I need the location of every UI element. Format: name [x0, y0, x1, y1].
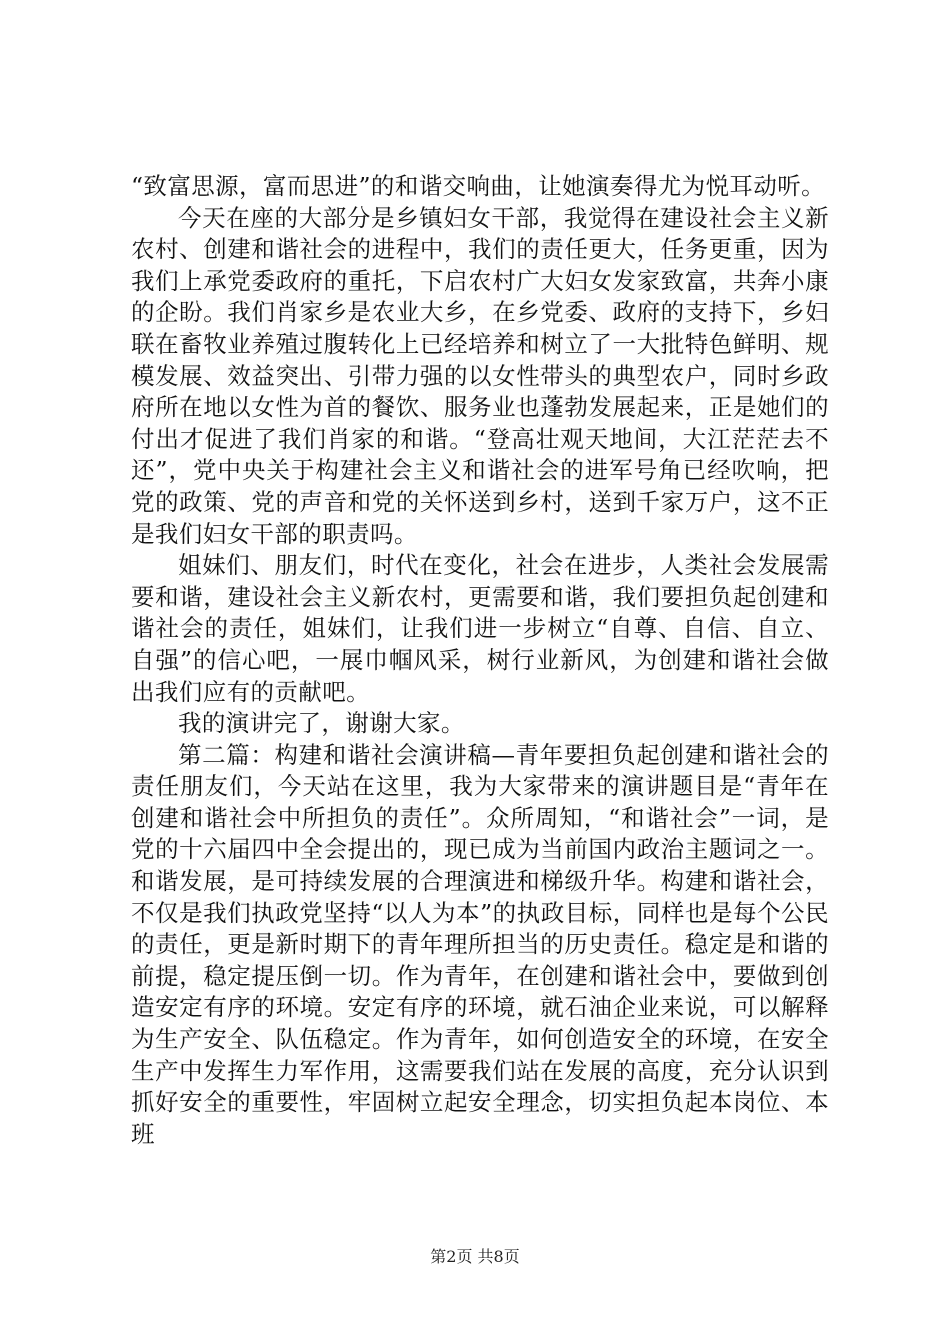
paragraph-4: 我的演讲完了，谢谢大家。 — [178, 709, 465, 738]
paragraph-5: 第二篇：构建和谐社会演讲稿—青年要担负起创建和谐社会的责任朋友们，今天站在这里，我为大家带来的演讲题目是“青年在创建和谐社会中所担负的责任”。众所周知，“和谐社会”一词，是党的十六届四中全会提出的，现已成为当前国内政治主题词之一。和谐发展，是可持续发展的合理演进和梯级升华。构建和谐社会，不仅是我们执政党坚持“以人为本”的执政目标，同样也是每个公民的责任，更是新时期下的青年理所担当的历史责任。稳定是和谐的前提，稳定提压倒一切。作为青年，在创建和谐社会中，要做到创造安定有序的环境。安定有序的环境，就石油企业来说，可以解释为生产安全、队伍稳定。作为青年，如何创造安全的环境，在安全生产中发挥生力军作用，这需要我们站在发展的高度，充分认识到抓好安全的重要性，牢固树立起安全理念，切实担负起本岗位、本班 — [131, 740, 829, 1148]
document-body — [131, 171, 829, 1150]
paragraph-1: “致富思源，富而思进”的和谐交响曲，让她演奏得尤为悦耳动听。 — [131, 172, 826, 200]
paragraph-3: 姐妹们、朋友们，时代在变化，社会在进步，人类社会发展需要和谐，建设社会主义新农村，更需要和谐，我们要担负起创建和谐社会的责任，姐妹们，让我们进一步树立“自尊、自信、自立、自强”的信心吧，一展巾帼风采，树行业新风，为创建和谐社会做出我们应有的贡献吧。 — [131, 551, 829, 706]
paragraph-2: 今天在座的大部分是乡镇妇女干部，我觉得在建设社会主义新农村、创建和谐社会的进程中，我们的责任更大，任务更重，因为我们上承党委政府的重托，下启农村广大妇女发家致富，共奔小康的企盼。我们肖家乡是农业大乡，在乡党委、政府的支持下，乡妇联在畜牧业养殖过腹转化上已经培养和树立了一大批特色鲜明、规模发展、效益突出、引带力强的以女性带头的典型农户，同时乡政府所在地以女性为首的餐饮、服务业也蓬勃发展起来，正是她们的付出才促进了我们肖家的和谐。“登高壮观天地间，大江茫茫去不还”，党中央关于构建社会主义和谐社会的进军号角已经吹响，把党的政策、党的声音和党的关怀送到乡村，送到千家万户，这不正是我们妇女干部的职责吗。 — [131, 203, 829, 548]
page-footer: 第2页 共8页 — [430, 1247, 520, 1266]
